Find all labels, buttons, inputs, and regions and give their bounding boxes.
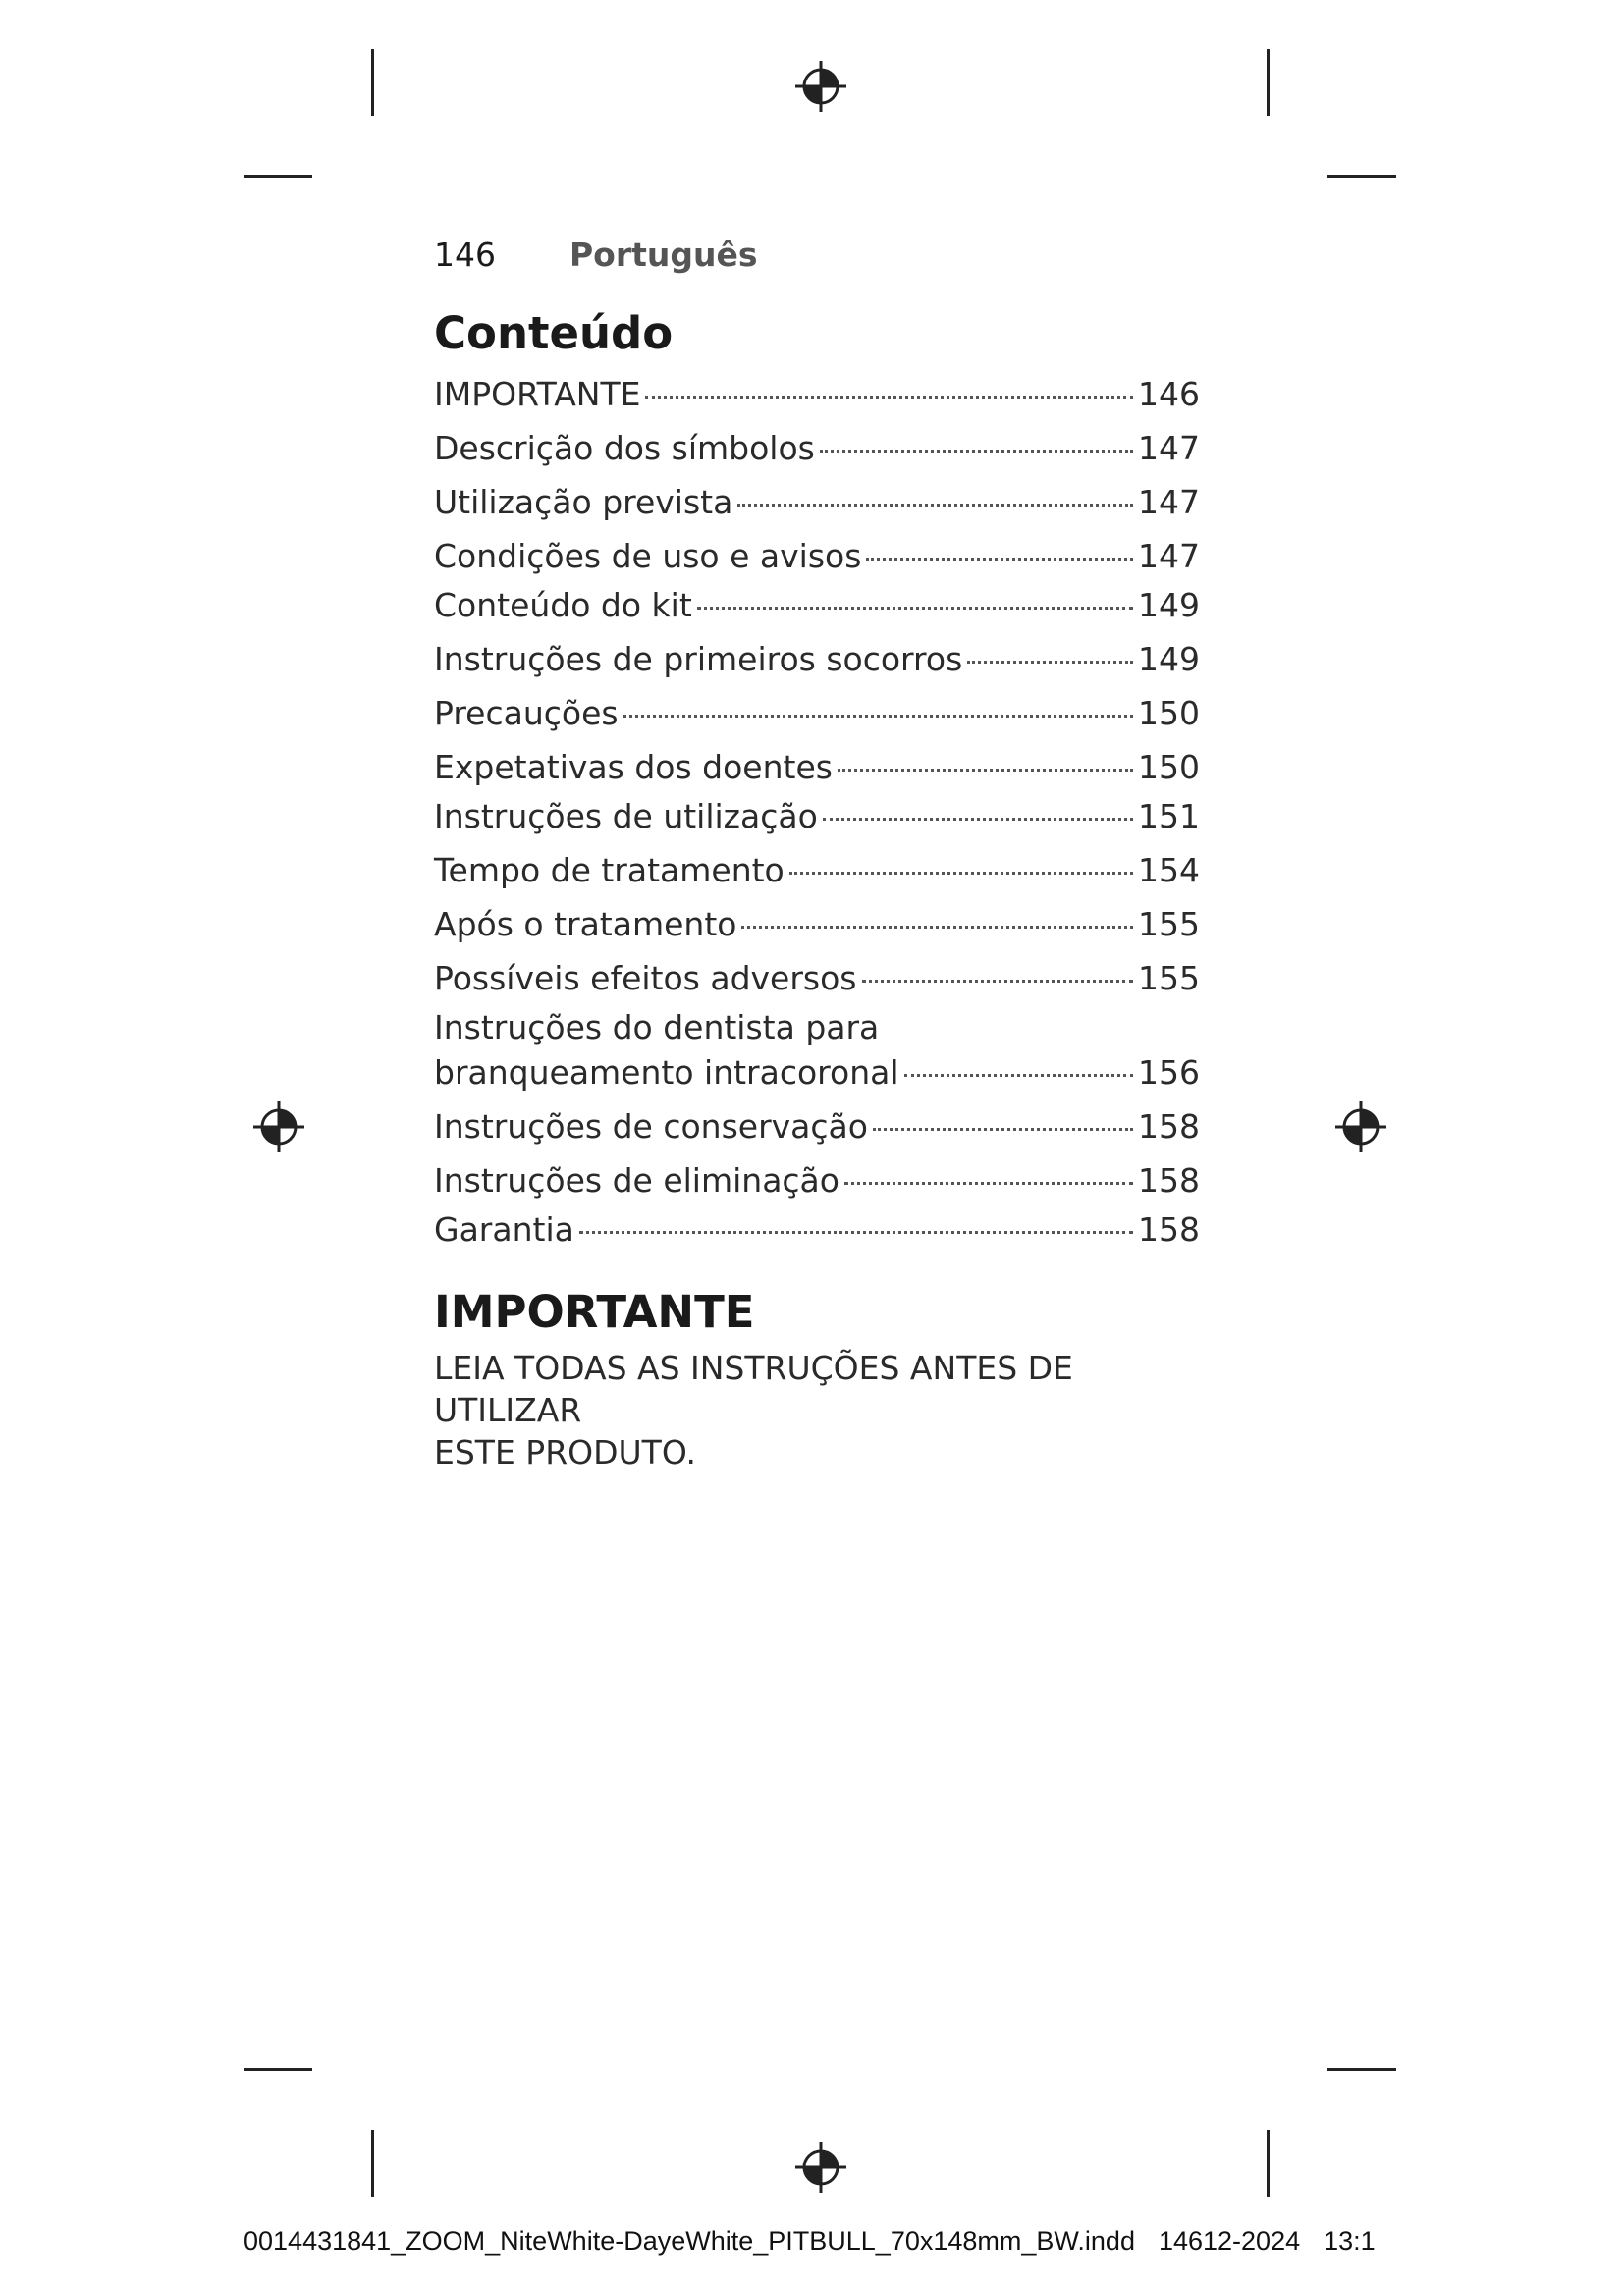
toc-entry-page: 149 [1138,586,1200,624]
important-heading: IMPORTANTE [434,1286,755,1338]
toc-entry[interactable] [434,1107,1200,1147]
toc-entry[interactable] [434,851,1200,890]
toc-entry-label: Conteúdo do kit [434,586,692,624]
language-label: Português [569,236,758,274]
toc-leader [623,715,1133,718]
toc-entry-label: Instruções de utilização [434,797,818,835]
toc-leader [862,980,1134,983]
toc-entry-label: Instruções de eliminação [434,1161,839,1200]
crop-mark-bottom-left [371,2130,374,2197]
toc-entry-page: 151 [1138,797,1200,835]
toc-entry-page: 149 [1138,640,1200,678]
toc-entry[interactable] [434,748,1200,787]
slug-time: 13:1 [1324,2226,1376,2256]
toc-entry-page: 154 [1138,851,1200,889]
toc-leader [820,450,1133,453]
important-text-line: LEIA TODAS AS INSTRUÇÕES ANTES DE UTILIZAR [434,1349,1073,1429]
registration-mark-icon [793,59,848,114]
toc-entry-label: Descrição dos símbolos [434,429,815,467]
crop-mark-top-right-h [1327,175,1396,178]
crop-mark-top-left [371,49,374,116]
toc-entry [434,1053,1200,1093]
slug-filename: 0014431841_ZOOM_NiteWhite-DayeWhite_PITBULL_70x148mm_BW.indd [244,2226,1135,2256]
toc-leader [645,396,1133,399]
toc-entry[interactable] [434,1210,1200,1250]
toc-entry[interactable] [434,429,1200,468]
toc-leader [737,504,1133,507]
table-of-contents [434,375,1200,1250]
toc-entry-label: Garantia [434,1210,574,1249]
toc-entry-page: 155 [1138,959,1200,997]
crop-mark-top-left-h [244,175,312,178]
toc-leader [697,607,1133,610]
toc-entry[interactable] [434,905,1200,944]
toc-entry[interactable] [434,1161,1200,1201]
important-text [434,1347,1200,1473]
toc-entry-page: 147 [1138,483,1200,521]
registration-mark-icon [1333,1099,1388,1154]
print-slug [244,2226,1376,2257]
toc-entry-label: Instruções de primeiros socorros [434,640,963,678]
crop-mark-bottom-right-h [1327,2068,1396,2071]
toc-entry-page: 155 [1138,905,1200,943]
slug-page-date: 14612-2024 [1158,2226,1301,2256]
toc-entry-page: 147 [1138,537,1200,575]
toc-entry-page: 146 [1138,375,1200,413]
page-number: 146 [434,236,496,274]
toc-entry[interactable] [434,537,1200,576]
toc-entry-label: branqueamento intracoronal [434,1053,899,1092]
toc-entry-label: Condições de uso e avisos [434,537,862,575]
toc-entry[interactable] [434,694,1200,733]
toc-leader [838,769,1133,772]
crop-mark-top-right [1267,49,1270,116]
toc-leader [579,1231,1133,1234]
toc-entry-label: Tempo de tratamento [434,851,785,889]
toc-entry-label: Utilização prevista [434,483,733,521]
toc-entry[interactable] [434,483,1200,522]
toc-entry[interactable] [434,586,1200,625]
toc-entry-page: 158 [1138,1107,1200,1146]
toc-leader [823,818,1133,821]
toc-entry[interactable] [434,797,1200,836]
toc-title: Conteúdo [434,307,674,359]
page-header [434,236,758,274]
crop-mark-bottom-left-h [244,2068,312,2071]
toc-leader [873,1128,1133,1131]
toc-entry-multiline[interactable] [434,1008,1200,1093]
toc-entry-page: 147 [1138,429,1200,467]
toc-leader [741,926,1133,929]
important-text-line: ESTE PRODUTO. [434,1433,696,1471]
toc-entry-page: 158 [1138,1210,1200,1249]
registration-mark-icon [251,1099,306,1154]
crop-mark-bottom-right [1267,2130,1270,2197]
toc-leader [904,1074,1133,1077]
toc-entry-page: 150 [1138,694,1200,732]
toc-entry-label: Instruções de conservação [434,1107,868,1146]
registration-mark-icon [793,2140,848,2195]
toc-entry-label: Possíveis efeitos adversos [434,959,857,997]
toc-entry-label: Precauções [434,694,619,732]
toc-entry-page: 150 [1138,748,1200,786]
toc-leader [844,1182,1133,1185]
toc-leader [967,661,1133,664]
toc-entry-label: IMPORTANTE [434,375,641,413]
toc-entry[interactable] [434,375,1200,414]
toc-entry-label: Após o tratamento [434,905,737,943]
toc-entry-label-line1: Instruções do dentista para [434,1008,880,1046]
toc-entry-page: 158 [1138,1161,1200,1200]
toc-entry[interactable] [434,640,1200,679]
toc-leader [866,558,1133,561]
toc-leader [789,872,1133,875]
toc-entry-page: 156 [1138,1053,1200,1092]
toc-entry-label: Expetativas dos doentes [434,748,833,786]
toc-entry[interactable] [434,959,1200,998]
